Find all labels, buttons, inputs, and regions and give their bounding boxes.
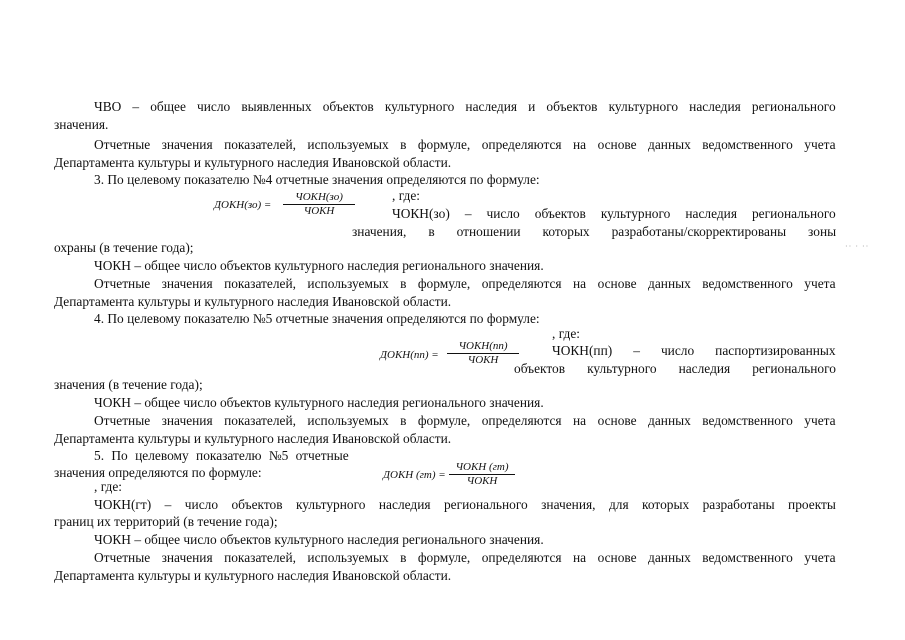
section-5-heading-line2: значения определяются по формуле: <box>54 465 262 480</box>
formula-3-definition-line2: границ их территорий (в течение года); <box>54 514 278 529</box>
section-5-reporting-line1: Отчетные значения показателей, используемых в формуле, определяются на основе данных ведомственного учета <box>94 550 836 565</box>
section-3-chokn: ЧОКН – общее число объектов культурного наследия регионального значения. <box>94 258 544 273</box>
section-5-heading-line1: 5. По целевому показателю №5 отчетные <box>94 448 349 463</box>
formula-3-definition-line1: ЧОКН(гт) – число объектов культурного наследия регионального значения, для которых разработаны проекты <box>94 497 836 512</box>
section-5-reporting-line2: Департамента культуры и культурного наследия Ивановской области. <box>54 568 452 583</box>
formula-2-definition-line2: объектов культурного наследия регионального <box>514 361 836 376</box>
formula-1-fraction <box>283 191 355 218</box>
formula-3-numerator: ЧОКН (гт) <box>449 461 515 475</box>
formula-2-lhs: ДОКН(пп) = <box>380 349 439 361</box>
formula-1-lhs: ДОКН(зо) = <box>214 199 272 211</box>
formula-1-where: , где: <box>392 188 420 203</box>
paragraph-chvo-line2: значения. <box>54 117 109 132</box>
formula-1-denominator: ЧОКН <box>303 205 335 217</box>
section-3-heading: 3. По целевому показателю №4 отчетные значения определяются по формуле: <box>94 172 540 187</box>
formula-2-definition-line3: значения (в течение года); <box>54 377 203 392</box>
formula-3-denominator: ЧОКН <box>466 475 498 487</box>
formula-1-definition-line3: охраны (в течение года); <box>54 240 194 255</box>
section-4-reporting-line1: Отчетные значения показателей, используемых в формуле, определяются на основе данных ведомственного учета <box>94 413 836 428</box>
reporting-note-1-line2: Департамента культуры и культурного наследия Ивановской области. <box>54 155 452 170</box>
formula-3-lhs: ДОКН (гт) = <box>383 469 446 481</box>
section-5-chokn: ЧОКН – общее число объектов культурного наследия регионального значения. <box>94 532 544 547</box>
formula-2-numerator: ЧОКН(пп) <box>447 340 519 354</box>
formula-1-numerator: ЧОКН(зо) <box>283 191 355 205</box>
scan-noise: ·· · ·· <box>845 242 870 251</box>
section-4-reporting-line2: Департамента культуры и культурного наследия Ивановской области. <box>54 431 452 446</box>
reporting-note-1-line1: Отчетные значения показателей, используемых в формуле, определяются на основе данных ведомственного учета <box>94 137 836 152</box>
section-4-chokn: ЧОКН – общее число объектов культурного наследия регионального значения. <box>94 395 544 410</box>
section-3-reporting-line1: Отчетные значения показателей, используемых в формуле, определяются на основе данных ведомственного учета <box>94 276 836 291</box>
formula-1-definition-line1: ЧОКН(зо) – число объектов культурного наследия регионального <box>392 206 836 221</box>
formula-2-denominator: ЧОКН <box>467 354 499 366</box>
formula-3-where: , где: <box>94 479 122 494</box>
section-3-reporting-line2: Департамента культуры и культурного наследия Ивановской области. <box>54 294 452 309</box>
formula-3-fraction <box>449 461 515 488</box>
section-4-heading: 4. По целевому показателю №5 отчетные значения определяются по формуле: <box>94 311 540 326</box>
formula-2-fraction <box>447 340 519 367</box>
formula-1-definition-line2: значения, в отношении которых разработаны/скорректированы зоны <box>352 224 837 239</box>
formula-2-definition-line1: ЧОКН(пп) – число паспортизированных <box>552 343 836 358</box>
formula-2-where: , где: <box>552 326 580 341</box>
paragraph-chvo-line1: ЧВО – общее число выявленных объектов культурного наследия и объектов культурного наследия регионального <box>94 99 836 114</box>
